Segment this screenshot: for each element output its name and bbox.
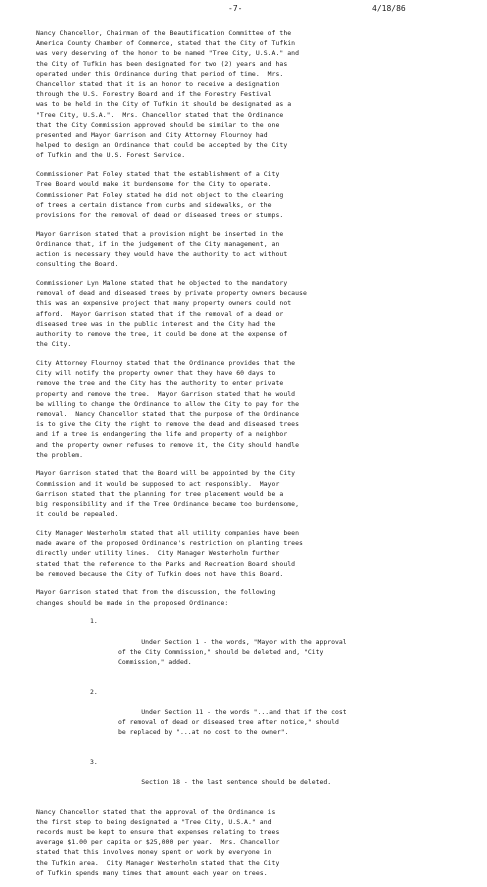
list-item-number: 3.	[90, 757, 98, 766]
paragraph: Mayor Garrison stated that the Board will be appointed by the City Commission and it would be supposed to act responsibly. Mayor Garrison stated that the planning for tree placement would be a big responsibility and if the Tree Ordinance became too burdensome, it could be repealed.	[36, 469, 300, 519]
list-item-text: Under Section 11 - the words "...and that if the cost of removal of dead or diseased tree after notice," should be replaced by "...at no cost to the owner".	[118, 707, 347, 737]
paragraph: Mayor Garrison stated that a provision might be inserted in the Ordinance that, if in the judgement of the City management, an action is necessary they would have the authority to act without consulting the Board.	[36, 229, 288, 269]
list-item	[90, 616, 474, 677]
page-date: 4/18/86	[372, 4, 406, 13]
paragraph: Nancy Chancellor, Chairman of the Beautification Committee of the America County Chamber of Commerce, stated that the City of Tufkin was very deserving of the honor to be named "Tree City, U.S.A." and the City of Tufkin has been designated for two (2) years and has operated under this Ordinance during that period of time. Mrs. Chancellor stated that it is an honor to receive a designation through the U.S. Forestry Board and if the Forestry Festival was to be held in the City of Tufkin it should be designated as a "Tree City, U.S.A.". Mrs. Chancellor stated that the Ordinance that the City Commission approved should be similar to the one presented and Mayor Garrison and City Attorney Flournoy had helped to design an Ordinance that could be accepted by the City of Tufkin and the U.S. Forest Service.	[36, 29, 300, 160]
paragraph: City Manager Westerholm stated that all utility companies have been made aware of the proposed Ordinance's restriction on planting trees directly under utility lines. City Manager Westerholm further stated that the reference to the Parks and Recreation Board should be removed because the City of Tufkin does not have this Board.	[36, 528, 303, 578]
closing-paragraph: Nancy Chancellor stated that the approval of the Ordinance is the first step to being designated a "Tree City, U.S.A." and records must be kept to ensure that expenses relating to trees average $1.00 per capita or $25,000 per year. Mrs. Chancellor stated that this involves money spent or work by everyone in the Tufkin area. City Manager Westerholm stated that the City of Tufkin spends many times that amount each year on trees.	[36, 807, 280, 877]
list-item-text: Under Section 1 - the words, "Mayor with the approval of the City Commission," should be deleted and, "City Commission," added.	[118, 637, 347, 667]
list-item-text: Section 18 - the last sentence should be deleted.	[141, 778, 332, 787]
paragraph: Commissioner Lyn Malone stated that he objected to the mandatory removal of dead and diseased trees by private property owners because this was an expensive project that many property owners could not afford. Mayor Garrison stated that if the removal of a dead or diseased tree was in the public interest and the City had the authority to remove the tree, it could be done at the expense of the City.	[36, 278, 307, 349]
list-item	[90, 687, 474, 748]
paragraph: City Attorney Flournoy stated that the Ordinance provides that the City will notify the property owner that they have 60 days to remove the tree and the City has the authority to enter private property and remove the tree. Mayor Garrison stated that he would be willing to change the Ordinance to allow the City to pay for the removal. Nancy Chancellor stated that the purpose of the Ordinance is to give the City the right to remove the dead and diseased trees and if a tree is endangering the life and property of a neighbor and the property owner refuses to remove it, the City should handle the problem.	[36, 358, 300, 459]
list-item-number: 2.	[90, 687, 98, 696]
paragraph: Commissioner Pat Foley stated that the establishment of a City Tree Board would make it burdensome for the City to operate. Commissioner Pat Foley stated he did not object to the clearing of trees a certain distance from curbs and sidewalks, or the provisions for the removal of dead or diseased trees or stumps.	[36, 170, 284, 219]
page-number: -7-	[228, 4, 243, 13]
list-item	[90, 757, 474, 798]
list-item-number: 1.	[90, 617, 98, 626]
paragraph: Mayor Garrison stated that from the discussion, the following changes should be made in the proposed Ordinance:	[36, 588, 276, 607]
page-header	[0, 4, 487, 16]
minutes-body	[36, 28, 474, 887]
